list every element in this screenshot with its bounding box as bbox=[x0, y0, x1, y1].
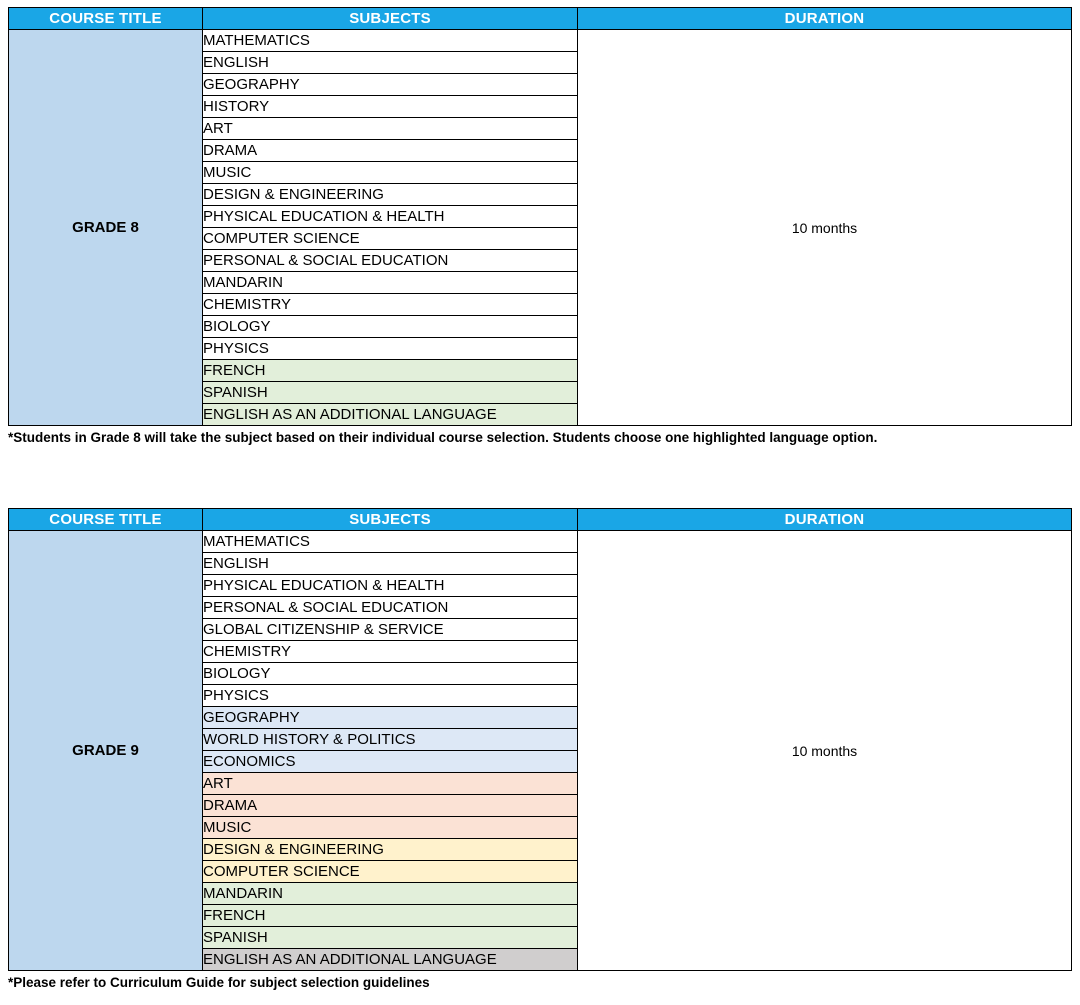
subject-cell: DRAMA bbox=[203, 140, 578, 162]
subject-cell: MATHEMATICS bbox=[203, 30, 578, 52]
subject-cell: ENGLISH AS AN ADDITIONAL LANGUAGE bbox=[203, 404, 578, 426]
subject-cell: GLOBAL CITIZENSHIP & SERVICE bbox=[203, 619, 578, 641]
grade9-table bbox=[8, 508, 1072, 971]
subject-cell: ART bbox=[203, 118, 578, 140]
subject-cell: FRENCH bbox=[203, 905, 578, 927]
subject-cell: DESIGN & ENGINEERING bbox=[203, 839, 578, 861]
subject-cell: GEOGRAPHY bbox=[203, 707, 578, 729]
subject-cell: ART bbox=[203, 773, 578, 795]
table-header-row bbox=[9, 8, 1072, 30]
duration-header: DURATION bbox=[578, 8, 1072, 30]
subject-cell: GEOGRAPHY bbox=[203, 74, 578, 96]
subject-cell: MATHEMATICS bbox=[203, 531, 578, 553]
subject-cell: SPANISH bbox=[203, 927, 578, 949]
subject-cell: PHYSICS bbox=[203, 338, 578, 360]
subject-cell: COMPUTER SCIENCE bbox=[203, 861, 578, 883]
grade8-duration: 10 months bbox=[578, 30, 1072, 426]
subject-cell: WORLD HISTORY & POLITICS bbox=[203, 729, 578, 751]
grade9-course-title: GRADE 9 bbox=[9, 531, 203, 971]
course-title-header: COURSE TITLE bbox=[9, 509, 203, 531]
subject-cell: ENGLISH bbox=[203, 553, 578, 575]
subject-cell: MUSIC bbox=[203, 817, 578, 839]
subject-cell: FRENCH bbox=[203, 360, 578, 382]
subject-cell: PHYSICAL EDUCATION & HEALTH bbox=[203, 575, 578, 597]
table-header-row bbox=[9, 509, 1072, 531]
subject-cell: BIOLOGY bbox=[203, 663, 578, 685]
subject-cell: BIOLOGY bbox=[203, 316, 578, 338]
grade8-table-body bbox=[9, 30, 1072, 426]
grade9-duration: 10 months bbox=[578, 531, 1072, 971]
subject-cell: MUSIC bbox=[203, 162, 578, 184]
subject-cell: DESIGN & ENGINEERING bbox=[203, 184, 578, 206]
subjects-header: SUBJECTS bbox=[203, 8, 578, 30]
subject-cell: SPANISH bbox=[203, 382, 578, 404]
subject-cell: HISTORY bbox=[203, 96, 578, 118]
subjects-header: SUBJECTS bbox=[203, 509, 578, 531]
subject-cell: ENGLISH AS AN ADDITIONAL LANGUAGE bbox=[203, 949, 578, 971]
subject-cell: PERSONAL & SOCIAL EDUCATION bbox=[203, 250, 578, 272]
grade9-section bbox=[8, 508, 1071, 990]
grade8-course-title: GRADE 8 bbox=[9, 30, 203, 426]
grade8-table bbox=[8, 7, 1072, 426]
subject-cell: CHEMISTRY bbox=[203, 294, 578, 316]
subject-cell: PHYSICAL EDUCATION & HEALTH bbox=[203, 206, 578, 228]
subject-cell: CHEMISTRY bbox=[203, 641, 578, 663]
subject-cell: PHYSICS bbox=[203, 685, 578, 707]
subject-cell: DRAMA bbox=[203, 795, 578, 817]
table-row bbox=[9, 531, 1072, 553]
course-title-header: COURSE TITLE bbox=[9, 8, 203, 30]
subject-cell: ECONOMICS bbox=[203, 751, 578, 773]
grade9-footnote: *Please refer to Curriculum Guide for subject selection guidelines bbox=[8, 975, 430, 990]
duration-header: DURATION bbox=[578, 509, 1072, 531]
table-row bbox=[9, 30, 1072, 52]
subject-cell: PERSONAL & SOCIAL EDUCATION bbox=[203, 597, 578, 619]
grade9-table-body bbox=[9, 531, 1072, 971]
grade8-footnote: *Students in Grade 8 will take the subject based on their individual course selection. Students choose one highlighted language option. bbox=[8, 430, 878, 445]
subject-cell: MANDARIN bbox=[203, 272, 578, 294]
subject-cell: MANDARIN bbox=[203, 883, 578, 905]
grade8-section bbox=[8, 7, 1071, 445]
subject-cell: COMPUTER SCIENCE bbox=[203, 228, 578, 250]
subject-cell: ENGLISH bbox=[203, 52, 578, 74]
